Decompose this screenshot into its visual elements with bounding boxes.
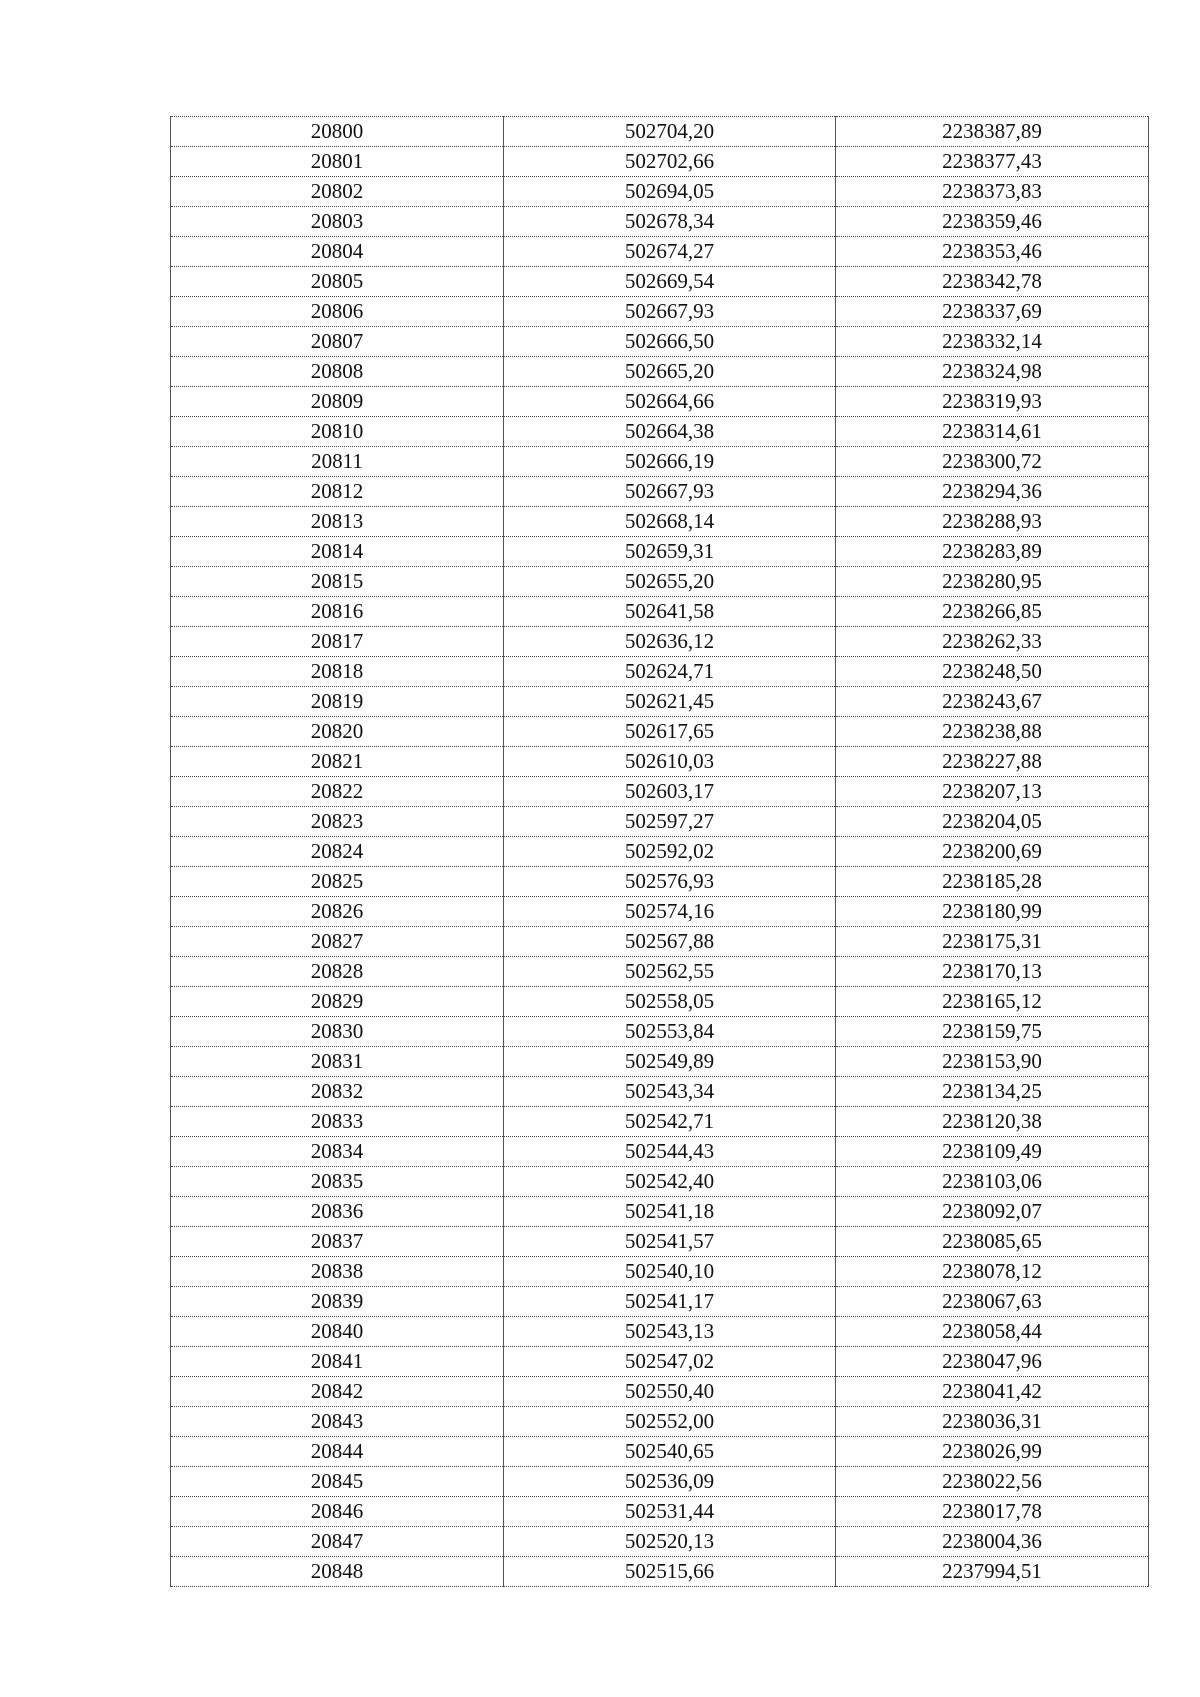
y-coordinate-cell: 2238041,42 <box>836 1377 1149 1407</box>
x-coordinate-cell: 502621,45 <box>504 687 836 717</box>
x-coordinate-cell: 502540,10 <box>504 1257 836 1287</box>
point-number-cell: 20810 <box>171 417 504 447</box>
table-row <box>171 927 1149 957</box>
table-row <box>171 117 1149 147</box>
point-number-cell: 20820 <box>171 717 504 747</box>
table-row <box>171 837 1149 867</box>
x-coordinate-cell: 502552,00 <box>504 1407 836 1437</box>
x-coordinate-cell: 502541,57 <box>504 1227 836 1257</box>
y-coordinate-cell: 2238120,38 <box>836 1107 1149 1137</box>
point-number-cell: 20803 <box>171 207 504 237</box>
point-number-cell: 20816 <box>171 597 504 627</box>
point-number-cell: 20808 <box>171 357 504 387</box>
table-row <box>171 747 1149 777</box>
point-number-cell: 20839 <box>171 1287 504 1317</box>
x-coordinate-cell: 502664,38 <box>504 417 836 447</box>
point-number-cell: 20806 <box>171 297 504 327</box>
y-coordinate-cell: 2238165,12 <box>836 987 1149 1017</box>
point-number-cell: 20838 <box>171 1257 504 1287</box>
x-coordinate-cell: 502541,18 <box>504 1197 836 1227</box>
y-coordinate-cell: 2238200,69 <box>836 837 1149 867</box>
y-coordinate-cell: 2238134,25 <box>836 1077 1149 1107</box>
table-row <box>171 417 1149 447</box>
table-row <box>171 1527 1149 1557</box>
y-coordinate-cell: 2238373,83 <box>836 177 1149 207</box>
x-coordinate-cell: 502542,71 <box>504 1107 836 1137</box>
point-number-cell: 20823 <box>171 807 504 837</box>
x-coordinate-cell: 502655,20 <box>504 567 836 597</box>
table-row <box>171 207 1149 237</box>
table-row <box>171 987 1149 1017</box>
x-coordinate-cell: 502541,17 <box>504 1287 836 1317</box>
point-number-cell: 20819 <box>171 687 504 717</box>
x-coordinate-cell: 502592,02 <box>504 837 836 867</box>
table-row <box>171 537 1149 567</box>
x-coordinate-cell: 502704,20 <box>504 117 836 147</box>
table-row <box>171 1047 1149 1077</box>
x-coordinate-cell: 502702,66 <box>504 147 836 177</box>
point-number-cell: 20815 <box>171 567 504 597</box>
point-number-cell: 20835 <box>171 1167 504 1197</box>
x-coordinate-cell: 502520,13 <box>504 1527 836 1557</box>
point-number-cell: 20824 <box>171 837 504 867</box>
x-coordinate-cell: 502576,93 <box>504 867 836 897</box>
y-coordinate-cell: 2238359,46 <box>836 207 1149 237</box>
table-row <box>171 477 1149 507</box>
x-coordinate-cell: 502603,17 <box>504 777 836 807</box>
table-row <box>171 237 1149 267</box>
y-coordinate-cell: 2238266,85 <box>836 597 1149 627</box>
point-number-cell: 20807 <box>171 327 504 357</box>
x-coordinate-cell: 502678,34 <box>504 207 836 237</box>
point-number-cell: 20836 <box>171 1197 504 1227</box>
table-row <box>171 507 1149 537</box>
point-number-cell: 20843 <box>171 1407 504 1437</box>
x-coordinate-cell: 502574,16 <box>504 897 836 927</box>
y-coordinate-cell: 2238058,44 <box>836 1317 1149 1347</box>
y-coordinate-cell: 2238017,78 <box>836 1497 1149 1527</box>
x-coordinate-cell: 502550,40 <box>504 1377 836 1407</box>
y-coordinate-cell: 2238332,14 <box>836 327 1149 357</box>
x-coordinate-cell: 502542,40 <box>504 1167 836 1197</box>
point-number-cell: 20800 <box>171 117 504 147</box>
y-coordinate-cell: 2238109,49 <box>836 1137 1149 1167</box>
x-coordinate-cell: 502567,88 <box>504 927 836 957</box>
table-row <box>171 447 1149 477</box>
table-row <box>171 567 1149 597</box>
point-number-cell: 20814 <box>171 537 504 567</box>
point-number-cell: 20847 <box>171 1527 504 1557</box>
table-row <box>171 657 1149 687</box>
point-number-cell: 20829 <box>171 987 504 1017</box>
x-coordinate-cell: 502659,31 <box>504 537 836 567</box>
point-number-cell: 20848 <box>171 1557 504 1587</box>
table-row <box>171 1497 1149 1527</box>
point-number-cell: 20834 <box>171 1137 504 1167</box>
table-row <box>171 777 1149 807</box>
x-coordinate-cell: 502667,93 <box>504 297 836 327</box>
y-coordinate-cell: 2238248,50 <box>836 657 1149 687</box>
point-number-cell: 20844 <box>171 1437 504 1467</box>
x-coordinate-cell: 502558,05 <box>504 987 836 1017</box>
table-row <box>171 1107 1149 1137</box>
table-row <box>171 1137 1149 1167</box>
y-coordinate-cell: 2238067,63 <box>836 1287 1149 1317</box>
x-coordinate-cell: 502636,12 <box>504 627 836 657</box>
point-number-cell: 20812 <box>171 477 504 507</box>
table-row <box>171 147 1149 177</box>
point-number-cell: 20817 <box>171 627 504 657</box>
table-row <box>171 387 1149 417</box>
x-coordinate-cell: 502515,66 <box>504 1557 836 1587</box>
point-number-cell: 20813 <box>171 507 504 537</box>
y-coordinate-cell: 2238175,31 <box>836 927 1149 957</box>
table-row <box>171 327 1149 357</box>
x-coordinate-cell: 502536,09 <box>504 1467 836 1497</box>
y-coordinate-cell: 2238004,36 <box>836 1527 1149 1557</box>
table-row <box>171 1167 1149 1197</box>
y-coordinate-cell: 2238170,13 <box>836 957 1149 987</box>
x-coordinate-cell: 502543,34 <box>504 1077 836 1107</box>
y-coordinate-cell: 2238159,75 <box>836 1017 1149 1047</box>
table-row <box>171 1317 1149 1347</box>
table-row <box>171 627 1149 657</box>
point-number-cell: 20830 <box>171 1017 504 1047</box>
table-row <box>171 1437 1149 1467</box>
x-coordinate-cell: 502597,27 <box>504 807 836 837</box>
x-coordinate-cell: 502674,27 <box>504 237 836 267</box>
coordinate-table <box>170 116 1149 1587</box>
y-coordinate-cell: 2238026,99 <box>836 1437 1149 1467</box>
table-row <box>171 717 1149 747</box>
table-row <box>171 1347 1149 1377</box>
point-number-cell: 20840 <box>171 1317 504 1347</box>
point-number-cell: 20825 <box>171 867 504 897</box>
table-row <box>171 687 1149 717</box>
x-coordinate-cell: 502665,20 <box>504 357 836 387</box>
table-row <box>171 807 1149 837</box>
x-coordinate-cell: 502547,02 <box>504 1347 836 1377</box>
point-number-cell: 20821 <box>171 747 504 777</box>
table-row <box>171 1227 1149 1257</box>
y-coordinate-cell: 2237994,51 <box>836 1557 1149 1587</box>
table-row <box>171 1377 1149 1407</box>
y-coordinate-cell: 2238243,67 <box>836 687 1149 717</box>
x-coordinate-cell: 502666,19 <box>504 447 836 477</box>
table-row <box>171 1077 1149 1107</box>
table-row <box>171 1557 1149 1587</box>
x-coordinate-cell: 502553,84 <box>504 1017 836 1047</box>
y-coordinate-cell: 2238078,12 <box>836 1257 1149 1287</box>
point-number-cell: 20822 <box>171 777 504 807</box>
x-coordinate-cell: 502664,66 <box>504 387 836 417</box>
point-number-cell: 20842 <box>171 1377 504 1407</box>
y-coordinate-cell: 2238294,36 <box>836 477 1149 507</box>
y-coordinate-cell: 2238238,88 <box>836 717 1149 747</box>
x-coordinate-cell: 502543,13 <box>504 1317 836 1347</box>
table-row <box>171 177 1149 207</box>
y-coordinate-cell: 2238022,56 <box>836 1467 1149 1497</box>
point-number-cell: 20802 <box>171 177 504 207</box>
table-row <box>171 867 1149 897</box>
point-number-cell: 20811 <box>171 447 504 477</box>
point-number-cell: 20801 <box>171 147 504 177</box>
y-coordinate-cell: 2238204,05 <box>836 807 1149 837</box>
y-coordinate-cell: 2238342,78 <box>836 267 1149 297</box>
table-row <box>171 297 1149 327</box>
point-number-cell: 20831 <box>171 1047 504 1077</box>
table-row <box>171 1287 1149 1317</box>
x-coordinate-cell: 502667,93 <box>504 477 836 507</box>
point-number-cell: 20833 <box>171 1107 504 1137</box>
x-coordinate-cell: 502531,44 <box>504 1497 836 1527</box>
y-coordinate-cell: 2238227,88 <box>836 747 1149 777</box>
y-coordinate-cell: 2238085,65 <box>836 1227 1149 1257</box>
y-coordinate-cell: 2238283,89 <box>836 537 1149 567</box>
y-coordinate-cell: 2238337,69 <box>836 297 1149 327</box>
table-row <box>171 357 1149 387</box>
y-coordinate-cell: 2238280,95 <box>836 567 1149 597</box>
x-coordinate-cell: 502540,65 <box>504 1437 836 1467</box>
y-coordinate-cell: 2238319,93 <box>836 387 1149 417</box>
point-number-cell: 20841 <box>171 1347 504 1377</box>
table-row <box>171 957 1149 987</box>
y-coordinate-cell: 2238103,06 <box>836 1167 1149 1197</box>
x-coordinate-cell: 502669,54 <box>504 267 836 297</box>
y-coordinate-cell: 2238387,89 <box>836 117 1149 147</box>
table-row <box>171 267 1149 297</box>
y-coordinate-cell: 2238036,31 <box>836 1407 1149 1437</box>
point-number-cell: 20846 <box>171 1497 504 1527</box>
x-coordinate-cell: 502694,05 <box>504 177 836 207</box>
table-row <box>171 1257 1149 1287</box>
table-row <box>171 897 1149 927</box>
point-number-cell: 20804 <box>171 237 504 267</box>
x-coordinate-cell: 502617,65 <box>504 717 836 747</box>
y-coordinate-cell: 2238092,07 <box>836 1197 1149 1227</box>
x-coordinate-cell: 502549,89 <box>504 1047 836 1077</box>
y-coordinate-cell: 2238207,13 <box>836 777 1149 807</box>
y-coordinate-cell: 2238262,33 <box>836 627 1149 657</box>
x-coordinate-cell: 502562,55 <box>504 957 836 987</box>
y-coordinate-cell: 2238300,72 <box>836 447 1149 477</box>
y-coordinate-cell: 2238353,46 <box>836 237 1149 267</box>
x-coordinate-cell: 502641,58 <box>504 597 836 627</box>
point-number-cell: 20837 <box>171 1227 504 1257</box>
point-number-cell: 20809 <box>171 387 504 417</box>
table-row <box>171 1197 1149 1227</box>
y-coordinate-cell: 2238314,61 <box>836 417 1149 447</box>
point-number-cell: 20818 <box>171 657 504 687</box>
x-coordinate-cell: 502624,71 <box>504 657 836 687</box>
y-coordinate-cell: 2238324,98 <box>836 357 1149 387</box>
y-coordinate-cell: 2238288,93 <box>836 507 1149 537</box>
point-number-cell: 20845 <box>171 1467 504 1497</box>
point-number-cell: 20832 <box>171 1077 504 1107</box>
table-row <box>171 1017 1149 1047</box>
point-number-cell: 20828 <box>171 957 504 987</box>
x-coordinate-cell: 502666,50 <box>504 327 836 357</box>
x-coordinate-cell: 502668,14 <box>504 507 836 537</box>
y-coordinate-cell: 2238185,28 <box>836 867 1149 897</box>
point-number-cell: 20826 <box>171 897 504 927</box>
y-coordinate-cell: 2238153,90 <box>836 1047 1149 1077</box>
x-coordinate-cell: 502544,43 <box>504 1137 836 1167</box>
coordinate-table-body <box>171 117 1149 1587</box>
point-number-cell: 20827 <box>171 927 504 957</box>
y-coordinate-cell: 2238047,96 <box>836 1347 1149 1377</box>
x-coordinate-cell: 502610,03 <box>504 747 836 777</box>
y-coordinate-cell: 2238180,99 <box>836 897 1149 927</box>
point-number-cell: 20805 <box>171 267 504 297</box>
table-row <box>171 1467 1149 1497</box>
table-row <box>171 597 1149 627</box>
table-row <box>171 1407 1149 1437</box>
y-coordinate-cell: 2238377,43 <box>836 147 1149 177</box>
